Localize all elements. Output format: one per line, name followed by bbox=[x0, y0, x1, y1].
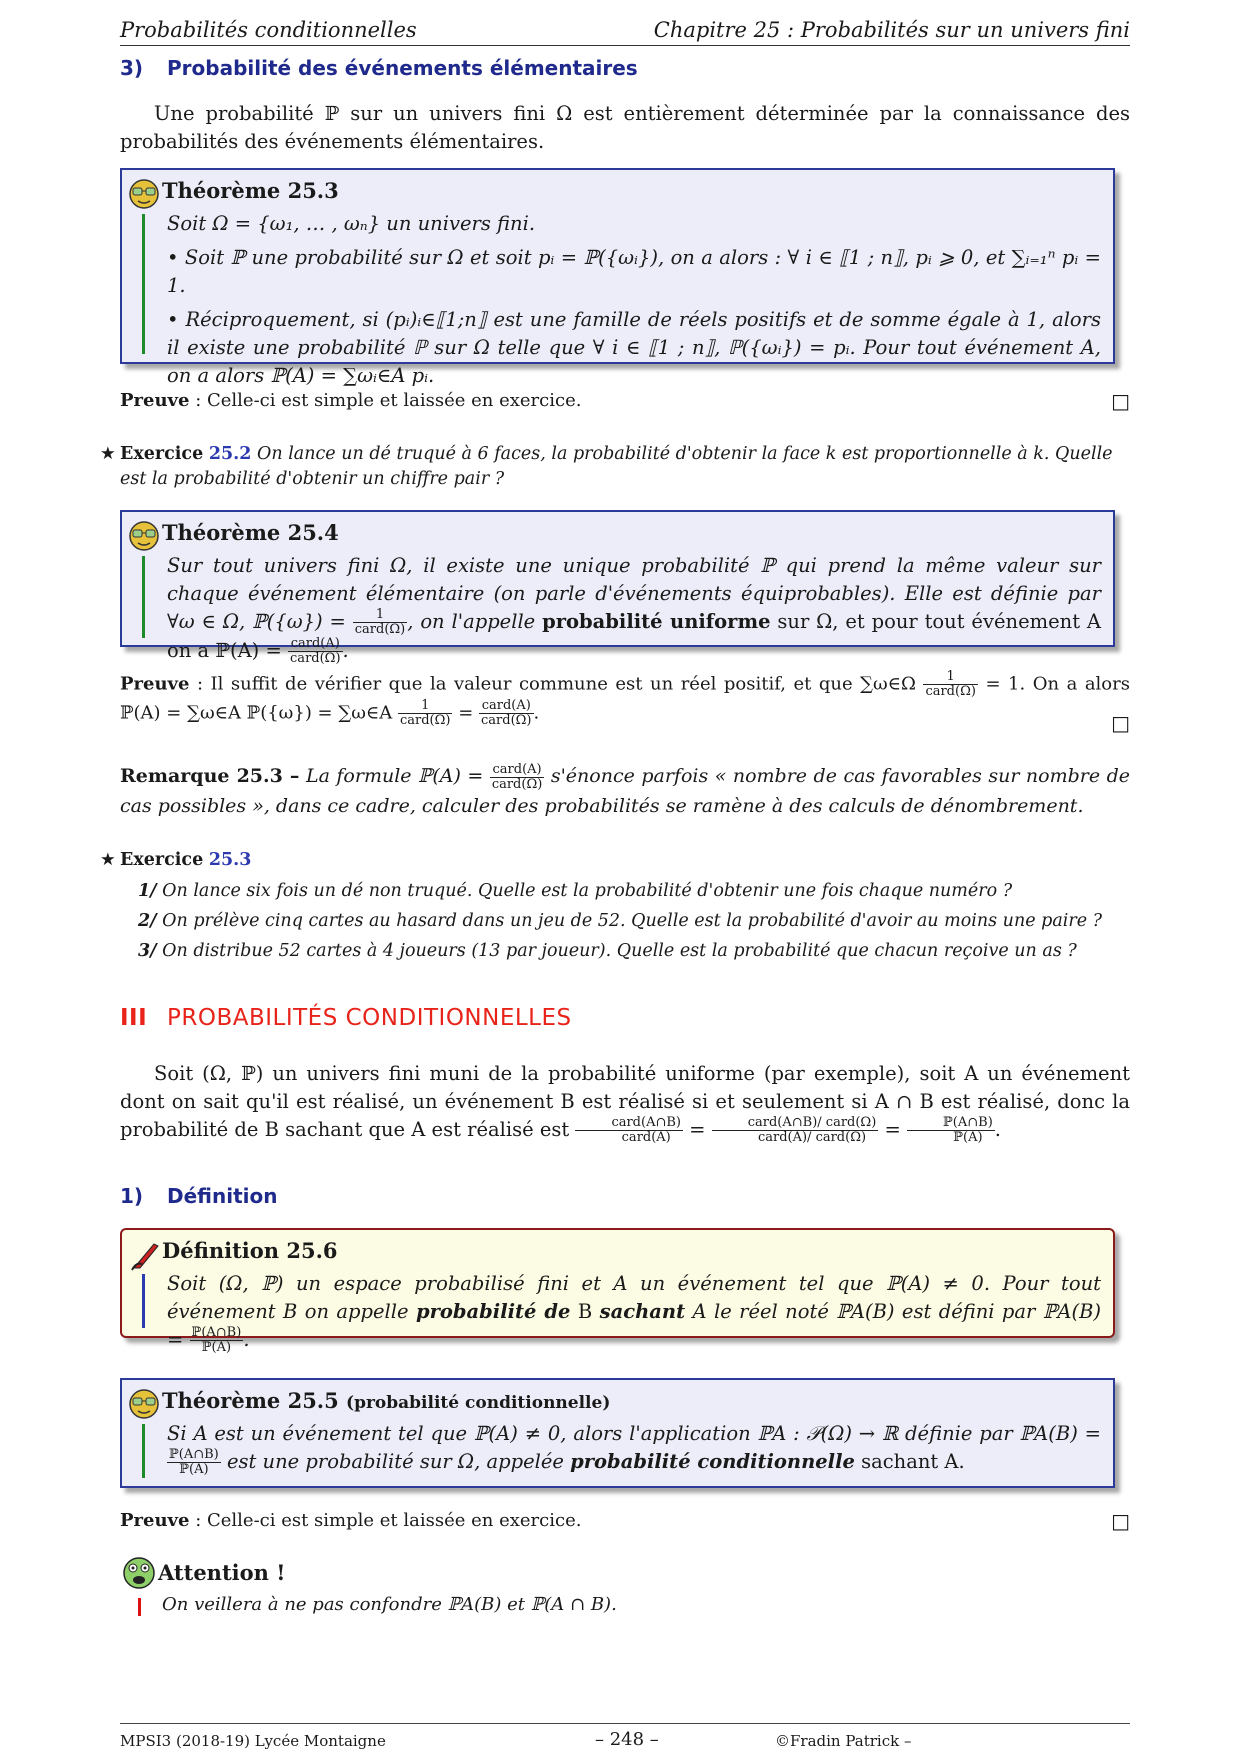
fraction bbox=[923, 670, 978, 699]
fraction bbox=[398, 699, 453, 728]
fraction-denominator: ℙ(A) bbox=[179, 1462, 209, 1477]
fraction-numerator: card(A∩B) bbox=[575, 1116, 683, 1131]
exercise-label: Exercice bbox=[120, 850, 204, 870]
proof-2: Preuve : Il suffit de vérifier que la valeur commune est un réel positif, et que ∑ω∈Ω $\frac{1}{\text{card(Ω)}}$ = 1. On a alors ℙ(A) = ∑ω∈A ℙ({ω}) = ∑ω∈A $\frac{1}{\text{card(Ω)}}$ = $\frac{\text{card(A)}}{\text{card(Ω)}}$ . □ bbox=[120, 669, 1130, 735]
item-text: On distribue 52 cartes à 4 joueurs (13 par joueur). Quelle est la probabilité que chacun reçoive un as ? bbox=[162, 941, 1077, 961]
header-right: Chapitre 25 : Probabilités sur un univers fini bbox=[653, 18, 1130, 42]
definition-letter: B bbox=[577, 1300, 593, 1323]
item-number: 2/ bbox=[138, 911, 157, 931]
fraction-denominator: card(A) bbox=[621, 1130, 671, 1145]
fraction-numerator: 1 bbox=[353, 608, 408, 623]
theorem-text-b: , on l'appelle bbox=[407, 610, 536, 633]
theorem-text-a: Sur tout univers fini Ω, il existe une unique probabilité ℙ qui prend la même valeur sur chaque événement élémentaire (on parle d'événements équiprobables). Elle est définie par ∀ω ∈ Ω, ℙ({ω}) = bbox=[167, 554, 1101, 633]
definition-text-c: A le réel noté ℙA(B) est défini par ℙA(B) = bbox=[167, 1300, 1102, 1351]
theorem-subtitle: (probabilité conditionnelle) bbox=[346, 1393, 611, 1413]
definition-body: Soit (Ω, ℙ) un espace probabilisé fini et A un événement tel que ℙ(A) ≠ 0. Pour tout événement B on appelle probabilité de B sachant A le réel noté ℙA(B) est défini par ℙA(B) = $\frac{\text{ℙ(A∩B)}}{\text{ℙ(A)}}$ . bbox=[167, 1272, 1102, 1355]
subsection-number: 3) bbox=[120, 56, 144, 80]
intro-paragraph: Une probabilité ℙ sur un univers fini Ω est entièrement déterminée par la connaissance des probabilités des événements élémentaires. bbox=[120, 102, 1130, 153]
exercise-25-2 bbox=[100, 442, 1130, 492]
smiley-glasses-icon bbox=[128, 520, 160, 552]
header-left: Probabilités conditionnelles bbox=[120, 18, 417, 42]
proof-text-a: : Il suffit de vérifier que la valeur commune est un réel positif, et que ∑ω∈Ω bbox=[189, 673, 916, 695]
theorem-bar bbox=[142, 1424, 145, 1478]
fraction-denominator: card(A)/ card(Ω) bbox=[757, 1130, 867, 1145]
fraction-numerator: 1 bbox=[923, 670, 978, 685]
definition-keyword: sachant bbox=[599, 1300, 686, 1323]
fraction bbox=[190, 1326, 244, 1355]
theorem-text-b: est une probabilité sur Ω, appelée bbox=[226, 1450, 564, 1473]
proof-label: Preuve bbox=[120, 390, 190, 411]
fraction bbox=[479, 699, 534, 728]
proof-label: Preuve bbox=[120, 1510, 190, 1531]
footer-left: MPSI3 (2018-19) Lycée Montaigne bbox=[120, 1732, 386, 1750]
item-text: On prélève cinq cartes au hasard dans un jeu de 52. Quelle est la probabilité d'avoir au moins une paire ? bbox=[162, 911, 1103, 931]
theorem-title: Théorème 25.4 bbox=[162, 520, 339, 545]
exercise-number-link[interactable]: 25.3 bbox=[208, 850, 252, 870]
fraction-denominator: card(Ω) bbox=[481, 713, 532, 728]
exercise-25-3 bbox=[100, 848, 1130, 873]
fraction-numerator: ℙ(A∩B) bbox=[907, 1116, 995, 1131]
fraction-numerator: card(A) bbox=[479, 699, 534, 714]
subsection-3-heading bbox=[120, 56, 1130, 80]
fraction-cardA-cardOmega bbox=[288, 637, 343, 666]
fraction-numerator: card(A) bbox=[288, 637, 343, 652]
proof-text: : Celle-ci est simple et laissée en exercice. bbox=[189, 1510, 582, 1531]
fraction bbox=[490, 763, 545, 792]
theorem-keyword: probabilité conditionnelle bbox=[570, 1450, 855, 1473]
exercise-label: Exercice bbox=[120, 444, 204, 464]
fraction bbox=[907, 1116, 995, 1145]
footer-copyright: ©Fradin Patrick – bbox=[775, 1732, 912, 1750]
theorem-body bbox=[167, 210, 1101, 390]
fraction-numerator: card(A∩B)/ card(Ω) bbox=[712, 1116, 879, 1131]
quill-pen-icon bbox=[128, 1238, 162, 1272]
subsection-title: Définition bbox=[167, 1184, 278, 1208]
theorem-keyword: probabilité uniforme bbox=[542, 610, 771, 633]
page-footer bbox=[120, 1723, 1130, 1750]
subsection-1-heading bbox=[120, 1184, 1130, 1208]
fraction-uniform bbox=[353, 608, 408, 637]
fraction-numerator: 1 bbox=[398, 699, 453, 714]
proof-text-c: ∑ω∈A bbox=[338, 702, 393, 724]
definition-bar bbox=[142, 1274, 145, 1328]
theorem-line-1: Soit Ω = {ω₁, … , ωₙ} un univers fini. bbox=[167, 212, 536, 235]
fraction-denominator: card(Ω) bbox=[290, 651, 341, 666]
theorem-bar bbox=[142, 556, 145, 638]
theorem-line-2: • Soit ℙ une probabilité sur Ω et soit pᵢ = ℙ({ωᵢ}), on a alors : ∀ i ∈ ⟦1 ; n⟧, pᵢ ⩾ 0, et ∑ᵢ₌₁ⁿ pᵢ = 1. bbox=[167, 246, 1101, 297]
proof-text: : Celle-ci est simple et laissée en exercice. bbox=[189, 390, 582, 411]
fraction-denominator: ℙ(A) bbox=[201, 1340, 232, 1355]
section-intro: Soit (Ω, ℙ) un univers fini muni de la probabilité uniforme (par exemple), soit A un événement dont on sait qu'il est réalisé, un événement B est réalisé si et seulement si A ∩ B est réalisé, donc la probabilité de B sachant que A est réalisé est $\frac{\text{card(A∩B)}}{\text{card(A)}}$ = $\frac{\text{card(A∩B)/ card(Ω)}}{\text{card(A)/ card(Ω)}}$ = $\frac{\text{ℙ(A∩B)}}{\text{ℙ(A)}}$ . bbox=[120, 1062, 1130, 1145]
theorem-title bbox=[162, 1388, 610, 1413]
page-header bbox=[120, 18, 1130, 46]
exercise-text: On lance un dé truqué à 6 faces, la probabilité d'obtenir la face k est proportionnelle à k. Quelle est la probabilité d'obtenir un chiffre pair ? bbox=[120, 444, 1113, 489]
remark-text-a: La formule ℙ(A) = bbox=[305, 765, 484, 787]
theorem-text-c: sur Ω, et pour tout événement A on a ℙ(A) = bbox=[167, 610, 1101, 662]
fraction-numerator: ℙ(A∩B) bbox=[191, 1325, 242, 1340]
fraction-numerator: ℙ(A∩B) bbox=[169, 1447, 219, 1462]
subsection-title: Probabilité des événements élémentaires bbox=[167, 56, 638, 80]
fraction-denominator: card(Ω) bbox=[354, 622, 406, 637]
definition-25-6-box bbox=[120, 1228, 1115, 1355]
page-number: – 248 – bbox=[595, 1729, 659, 1750]
item-number: 1/ bbox=[138, 881, 157, 901]
definition-title: Définition 25.6 bbox=[162, 1238, 338, 1263]
theorem-text-c: sachant A. bbox=[861, 1450, 965, 1473]
fraction-denominator: ℙ(A) bbox=[953, 1130, 983, 1145]
fraction-denominator: card(Ω) bbox=[491, 776, 543, 792]
theorem-bar bbox=[142, 214, 145, 354]
fraction-denominator: card(Ω) bbox=[925, 684, 976, 699]
exercise-item bbox=[138, 909, 1148, 934]
fraction bbox=[712, 1116, 879, 1145]
attention-bar bbox=[138, 1598, 141, 1616]
section-III-heading bbox=[120, 1005, 1130, 1031]
theorem-title-text: Théorème 25.5 bbox=[162, 1388, 339, 1413]
intro-text: Soit (Ω, ℙ) un univers fini muni de la probabilité uniforme (par exemple), soit A un événement dont on sait qu'il est réalisé, un événement B est réalisé si et seulement si A ∩ B est réalisé, donc la probabilité de B sachant que A est réalisé est bbox=[120, 1062, 1130, 1141]
proof-1 bbox=[120, 388, 1130, 414]
theorem-title: Théorème 25.3 bbox=[162, 178, 339, 203]
remark-label: Remarque 25.3 – bbox=[120, 765, 300, 787]
subsection-number: 1) bbox=[120, 1184, 144, 1208]
qed-symbol: □ bbox=[1111, 711, 1130, 735]
item-text: On lance six fois un dé non truqué. Quelle est la probabilité d'obtenir une fois chaque numéro ? bbox=[162, 881, 1013, 901]
attention-text: On veillera à ne pas confondre ℙA(B) et ℙ(A ∩ B). bbox=[162, 1594, 617, 1615]
proof-3 bbox=[120, 1508, 1130, 1534]
exercise-number-link[interactable]: 25.2 bbox=[208, 444, 252, 464]
qed-symbol: □ bbox=[1111, 1509, 1130, 1533]
definition-text-a: Soit (Ω, ℙ) un espace probabilisé fini et A un événement tel que ℙ(A) ≠ 0. Pour tout événement B on appelle bbox=[167, 1272, 1101, 1323]
section-number: III bbox=[120, 1005, 148, 1031]
definition-keyword: probabilité de bbox=[415, 1300, 571, 1323]
proof-text-b: = 1. On a alors ℙ(A) = ∑ω∈A ℙ({ω}) = bbox=[120, 673, 1130, 724]
theorem-25-3-box bbox=[120, 168, 1115, 387]
fraction-numerator: card(A) bbox=[490, 763, 545, 778]
exercise-item bbox=[138, 879, 1148, 904]
star-icon: ★ bbox=[100, 850, 116, 870]
section-title: PROBABILITÉS CONDITIONNELLES bbox=[167, 1005, 572, 1031]
theorem-body: Sur tout univers fini Ω, il existe une unique probabilité ℙ qui prend la même valeur sur chaque événement élémentaire (on parle d'événements équiprobables). Elle est définie par ∀ω ∈ Ω, ℙ({ω}) = $\frac{1}{\text{card(Ω)}}$ , on l'appelle probabilité uniforme sur Ω, et pour tout événement A on a ℙ(A) = $\frac{\text{card(A)}}{\text{card(Ω)}}$ . bbox=[167, 554, 1101, 666]
star-icon: ★ bbox=[100, 444, 116, 464]
theorem-text-a: Si A est un événement tel que ℙ(A) ≠ 0, alors l'application ℙA : 𝒫(Ω) → ℝ définie par ℙA(B) = bbox=[167, 1422, 1101, 1445]
fraction-denominator: card(Ω) bbox=[399, 713, 451, 728]
fraction bbox=[575, 1116, 683, 1145]
theorem-body bbox=[167, 1420, 1101, 1477]
theorem-line-3: • Réciproquement, si (pᵢ)ᵢ∈⟦1;n⟧ est une famille de réels positifs et de somme égale à 1, alors il existe une probabilité ℙ sur Ω telle que ∀ i ∈ ⟦1 ; n⟧, ℙ({ωᵢ}) = pᵢ. Pour tout événement A, on a alors ℙ(A) = ∑ωᵢ∈A pᵢ. bbox=[167, 308, 1101, 387]
theorem-25-5-box bbox=[120, 1378, 1115, 1488]
attention-title: Attention ! bbox=[158, 1560, 286, 1585]
theorem-25-4-box bbox=[120, 510, 1115, 666]
qed-symbol: □ bbox=[1111, 389, 1130, 413]
alarmed-face-icon bbox=[122, 1556, 156, 1590]
proof-label: Preuve bbox=[120, 673, 190, 695]
remark-25-3 bbox=[120, 762, 1130, 820]
fraction bbox=[167, 1448, 221, 1477]
item-number: 3/ bbox=[138, 941, 157, 961]
exercise-item bbox=[138, 939, 1148, 964]
smiley-glasses-icon bbox=[128, 1388, 160, 1420]
remark-text-b: s'énonce parfois « nombre de cas favorables sur nombre de cas possibles », dans ce cadre, calculer des probabilités se ramène à des calculs de dénombrement. bbox=[120, 765, 1131, 817]
smiley-glasses-icon bbox=[128, 178, 160, 210]
attention-block bbox=[120, 1556, 1130, 1626]
